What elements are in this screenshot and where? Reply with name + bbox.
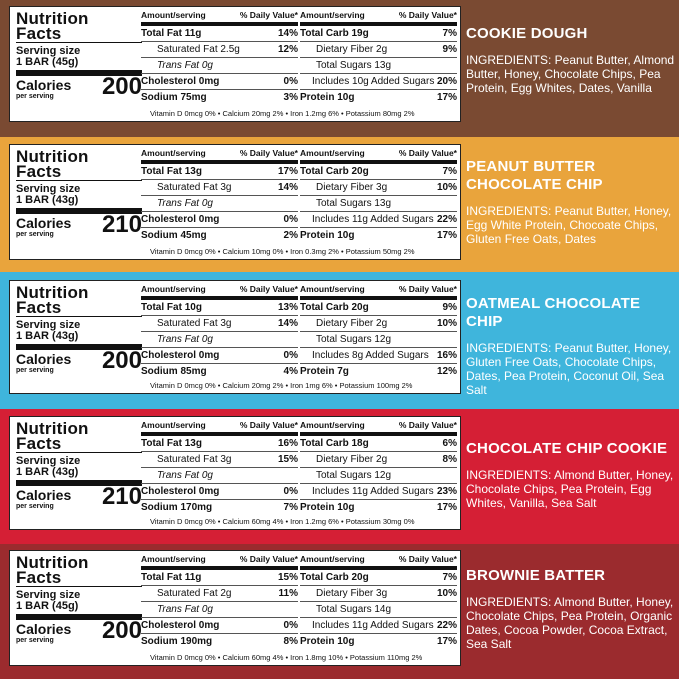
serving-size-value: 1 BAR (43g) <box>16 466 79 478</box>
added-sugars-dv: 23% <box>436 486 457 497</box>
nutrition-facts-header <box>16 555 142 644</box>
total-carb-dv: 9% <box>442 302 457 313</box>
cholesterol-dv: 0% <box>283 214 298 225</box>
amount-header: Amount/serving <box>300 284 365 294</box>
ingredients-text: INGREDIENTS: Peanut Butter, Honey, Gluten Free Oats, Chocolate Chips, Dates, Pea Protein, Coconut Oil, Sea Salt <box>466 341 672 397</box>
flavor-info <box>466 567 676 651</box>
flavor-info <box>466 25 676 95</box>
cholesterol: Cholesterol 0mg <box>141 620 220 631</box>
protein-dv: 12% <box>436 366 457 377</box>
sodium-dv: 2% <box>283 230 298 241</box>
calories-label: Calories <box>16 215 72 231</box>
daily-value-header: % Daily Value* <box>239 420 298 430</box>
amount-header: Amount/serving <box>300 420 365 430</box>
ingredients-text: INGREDIENTS: Almond Butter, Honey, Chocolate Chips, Pea Protein, Organic Dates, Cocoa Powder, Cocoa Extract, Sea Salt <box>466 595 674 651</box>
nutrition-title: Nutrition <box>16 553 89 572</box>
sodium: Sodium 190mg <box>141 636 213 647</box>
cholesterol-dv: 0% <box>283 620 298 631</box>
protein: Protein 7g <box>300 366 349 377</box>
protein-dv: 17% <box>436 636 457 647</box>
sodium-dv: 7% <box>283 502 298 513</box>
sodium-dv: 3% <box>283 92 298 103</box>
dietary-fiber: Dietary Fiber 2g <box>316 318 388 329</box>
facts-title: Facts <box>16 568 62 587</box>
added-sugars-dv: 22% <box>436 214 457 225</box>
cholesterol: Cholesterol 0mg <box>141 486 220 497</box>
total-fat-dv: 14% <box>277 28 298 39</box>
saturated-fat-dv: 15% <box>277 454 298 465</box>
serving-size-label: Serving size <box>16 455 81 467</box>
amount-header: Amount/serving <box>141 10 206 20</box>
added-sugars: Includes 11g Added Sugars <box>312 486 434 497</box>
daily-value-header: % Daily Value* <box>239 554 298 564</box>
protein-dv: 17% <box>436 230 457 241</box>
protein: Protein 10g <box>300 636 355 647</box>
saturated-fat-dv: 12% <box>277 44 298 55</box>
cholesterol: Cholesterol 0mg <box>141 76 220 87</box>
nutrition-label <box>9 416 461 530</box>
micronutrients-footer: Vitamin D 0mcg 0% • Calcium 20mg 2% • Iron 1mg 6% • Potassium 100mg 2% <box>150 381 413 390</box>
product-band <box>0 544 679 679</box>
nutrients-column-left <box>141 148 298 243</box>
nutrition-title: Nutrition <box>16 419 89 438</box>
added-sugars: Includes 11g Added Sugars <box>312 620 434 631</box>
serving-size-value: 1 BAR (45g) <box>16 600 79 612</box>
nutrition-title: Nutrition <box>16 147 89 166</box>
daily-value-header: % Daily Value* <box>398 10 457 20</box>
nutrition-label <box>9 144 461 260</box>
facts-title: Facts <box>16 162 62 181</box>
nutrition-facts-header <box>16 149 142 238</box>
serving-size-label: Serving size <box>16 589 81 601</box>
nutrition-facts-header <box>16 11 142 100</box>
calories-row <box>16 617 142 644</box>
sodium: Sodium 85mg <box>141 366 207 377</box>
total-fat: Total Fat 10g <box>141 302 202 313</box>
nutrients-column-right <box>300 148 457 243</box>
amount-header: Amount/serving <box>300 148 365 158</box>
nutrients-column-left <box>141 284 298 379</box>
total-carb: Total Carb 20g <box>300 166 369 177</box>
total-sugars: Total Sugars 12g <box>316 470 392 481</box>
cholesterol-dv: 0% <box>283 76 298 87</box>
nutrients-column-right <box>300 10 457 105</box>
calories-value: 210 <box>101 211 142 238</box>
flavor-name: COOKIE DOUGH <box>466 25 588 42</box>
cholesterol: Cholesterol 0mg <box>141 214 220 225</box>
nutrition-label <box>9 550 461 666</box>
nutrition-label <box>9 280 461 394</box>
per-serving-label: per serving <box>16 231 54 238</box>
cholesterol: Cholesterol 0mg <box>141 350 220 361</box>
dietary-fiber: Dietary Fiber 3g <box>316 182 388 193</box>
saturated-fat: Saturated Fat 2g <box>157 588 232 599</box>
calories-value: 200 <box>101 617 142 644</box>
daily-value-header: % Daily Value* <box>398 148 457 158</box>
total-fat-dv: 16% <box>277 438 298 449</box>
total-fat: Total Fat 13g <box>141 166 202 177</box>
total-carb-dv: 7% <box>442 166 457 177</box>
saturated-fat-dv: 14% <box>277 318 298 329</box>
sodium: Sodium 75mg <box>141 92 207 103</box>
protein: Protein 10g <box>300 230 355 241</box>
trans-fat: Trans Fat 0g <box>157 334 213 345</box>
daily-value-header: % Daily Value* <box>239 284 298 294</box>
sodium: Sodium 45mg <box>141 230 207 241</box>
product-band <box>0 409 679 544</box>
dietary-fiber: Dietary Fiber 2g <box>316 454 388 465</box>
protein-dv: 17% <box>436 92 457 103</box>
saturated-fat-dv: 14% <box>277 182 298 193</box>
total-fat-dv: 15% <box>277 572 298 583</box>
saturated-fat: Saturated Fat 3g <box>157 454 232 465</box>
added-sugars: Includes 8g Added Sugars <box>312 350 429 361</box>
product-band <box>0 0 679 137</box>
added-sugars: Includes 10g Added Sugars <box>312 76 435 87</box>
daily-value-header: % Daily Value* <box>239 148 298 158</box>
nutrition-facts-header <box>16 285 142 374</box>
calories-value: 200 <box>101 73 142 100</box>
calories-value: 200 <box>101 347 142 374</box>
serving-size-label: Serving size <box>16 183 81 195</box>
serving-size-value: 1 BAR (43g) <box>16 194 79 206</box>
total-sugars: Total Sugars 14g <box>316 604 392 615</box>
product-band <box>0 272 679 409</box>
total-carb-dv: 7% <box>442 572 457 583</box>
flavor-info <box>466 440 676 510</box>
nutrients-column-left <box>141 10 298 105</box>
facts-title: Facts <box>16 24 62 43</box>
total-fat: Total Fat 11g <box>141 572 202 583</box>
trans-fat: Trans Fat 0g <box>157 604 213 615</box>
daily-value-header: % Daily Value* <box>239 10 298 20</box>
serving-size-value: 1 BAR (43g) <box>16 330 79 342</box>
amount-header: Amount/serving <box>141 148 206 158</box>
per-serving-label: per serving <box>16 93 54 100</box>
nutrients-column-right <box>300 284 457 379</box>
flavor-name: PEANUT BUTTER CHOCOLATE CHIP <box>466 158 603 193</box>
facts-title: Facts <box>16 298 62 317</box>
nutrients-column-right <box>300 420 457 515</box>
serving-size-value: 1 BAR (45g) <box>16 56 79 68</box>
calories-label: Calories <box>16 621 72 637</box>
nutrition-title: Nutrition <box>16 283 89 302</box>
dietary-fiber-dv: 10% <box>436 318 457 329</box>
daily-value-header: % Daily Value* <box>398 420 457 430</box>
added-sugars-dv: 22% <box>436 620 457 631</box>
total-carb-dv: 6% <box>442 438 457 449</box>
flavor-info <box>466 158 676 246</box>
protein-dv: 17% <box>436 502 457 513</box>
protein: Protein 10g <box>300 92 355 103</box>
added-sugars: Includes 11g Added Sugars <box>312 214 434 225</box>
total-carb: Total Carb 19g <box>300 28 369 39</box>
added-sugars-dv: 16% <box>436 350 457 361</box>
trans-fat: Trans Fat 0g <box>157 60 213 71</box>
total-carb: Total Carb 20g <box>300 302 369 313</box>
amount-header: Amount/serving <box>141 554 206 564</box>
per-serving-label: per serving <box>16 503 54 510</box>
micronutrients-footer: Vitamin D 0mcg 0% • Calcium 10mg 0% • Iron 0.3mg 2% • Potassium 50mg 2% <box>150 247 415 256</box>
saturated-fat: Saturated Fat 3g <box>157 182 232 193</box>
calories-row <box>16 483 142 510</box>
dietary-fiber-dv: 9% <box>442 44 457 55</box>
calories-label: Calories <box>16 77 72 93</box>
added-sugars-dv: 20% <box>436 76 457 87</box>
flavor-info <box>466 295 676 397</box>
total-fat-dv: 13% <box>277 302 298 313</box>
per-serving-label: per serving <box>16 367 54 374</box>
total-fat: Total Fat 13g <box>141 438 202 449</box>
amount-header: Amount/serving <box>141 284 206 294</box>
total-sugars: Total Sugars 13g <box>316 198 392 209</box>
calories-row <box>16 211 142 238</box>
calories-label: Calories <box>16 487 72 503</box>
trans-fat: Trans Fat 0g <box>157 470 213 481</box>
calories-label: Calories <box>16 351 72 367</box>
serving-size-label: Serving size <box>16 45 81 57</box>
facts-title: Facts <box>16 434 62 453</box>
total-carb: Total Carb 20g <box>300 572 369 583</box>
saturated-fat-dv: 11% <box>278 588 298 599</box>
flavor-name: OATMEAL CHOCOLATE CHIP <box>466 295 641 330</box>
micronutrients-footer: Vitamin D 0mcg 0% • Calcium 60mg 4% • Iron 1.2mg 6% • Potassium 30mg 0% <box>150 517 415 526</box>
calories-row <box>16 73 142 100</box>
protein: Protein 10g <box>300 502 355 513</box>
trans-fat: Trans Fat 0g <box>157 198 213 209</box>
cholesterol-dv: 0% <box>283 350 298 361</box>
nutrients-column-left <box>141 420 298 515</box>
ingredients-text: INGREDIENTS: Almond Butter, Honey, Chocolate Chips, Pea Protein, Egg Whites, Vanilla, Sea Salt <box>466 468 674 510</box>
total-carb: Total Carb 18g <box>300 438 369 449</box>
nutrition-title: Nutrition <box>16 9 89 28</box>
total-carb-dv: 7% <box>442 28 457 39</box>
calories-value: 210 <box>101 483 142 510</box>
flavor-name: CHOCOLATE CHIP COOKIE <box>466 440 668 457</box>
sodium: Sodium 170mg <box>141 502 213 513</box>
per-serving-label: per serving <box>16 637 54 644</box>
nutrition-label <box>9 6 461 122</box>
dietary-fiber-dv: 8% <box>442 454 457 465</box>
dietary-fiber: Dietary Fiber 3g <box>316 588 388 599</box>
saturated-fat: Saturated Fat 2.5g <box>157 44 240 55</box>
amount-header: Amount/serving <box>141 420 206 430</box>
nutrients-column-right <box>300 554 457 649</box>
cholesterol-dv: 0% <box>283 486 298 497</box>
dietary-fiber-dv: 10% <box>436 588 457 599</box>
dietary-fiber: Dietary Fiber 2g <box>316 44 388 55</box>
amount-header: Amount/serving <box>300 554 365 564</box>
saturated-fat: Saturated Fat 3g <box>157 318 232 329</box>
total-sugars: Total Sugars 12g <box>316 334 392 345</box>
serving-size-label: Serving size <box>16 319 81 331</box>
ingredients-text: INGREDIENTS: Peanut Butter, Almond Butter, Honey, Chocolate Chips, Pea Protein, Egg Whites, Dates, Vanilla <box>466 53 675 95</box>
micronutrients-footer: Vitamin D 0mcg 0% • Calcium 60mg 4% • Iron 1.8mg 10% • Potassium 110mg 2% <box>150 653 423 662</box>
total-fat-dv: 17% <box>277 166 298 177</box>
calories-row <box>16 347 142 374</box>
sodium-dv: 8% <box>283 636 298 647</box>
daily-value-header: % Daily Value* <box>398 284 457 294</box>
ingredients-text: INGREDIENTS: Peanut Butter, Honey, Egg White Protein, Chocoate Chips, Gluten Free Oats, Dates <box>466 204 672 246</box>
sodium-dv: 4% <box>283 366 298 377</box>
daily-value-header: % Daily Value* <box>398 554 457 564</box>
product-band <box>0 137 679 272</box>
nutrients-column-left <box>141 554 298 649</box>
flavor-name: BROWNIE BATTER <box>466 567 606 584</box>
micronutrients-footer: Vitamin D 0mcg 0% • Calcium 20mg 2% • Iron 1.2mg 6% • Potassium 80mg 2% <box>150 109 415 118</box>
total-sugars: Total Sugars 13g <box>316 60 392 71</box>
nutrition-facts-header <box>16 421 142 510</box>
dietary-fiber-dv: 10% <box>436 182 457 193</box>
total-fat: Total Fat 11g <box>141 28 202 39</box>
amount-header: Amount/serving <box>300 10 365 20</box>
